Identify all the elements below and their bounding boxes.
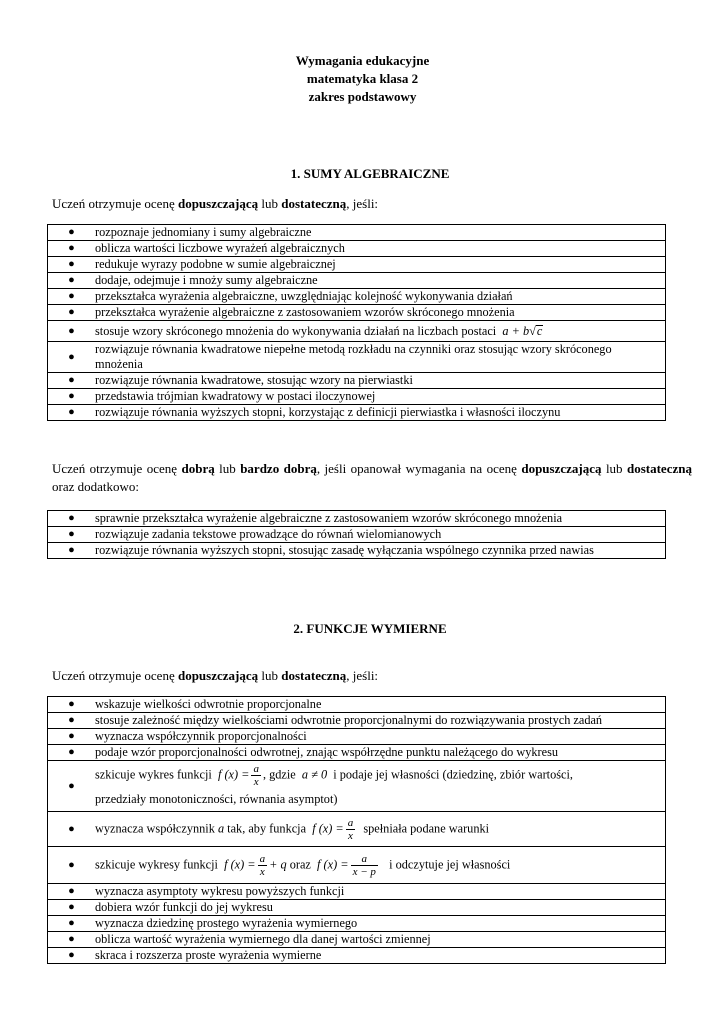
list-item: ● sprawnie przekształca wyrażenie algebraiczne z zastosowaniem wzorów skróconego mnożenia [48,511,666,527]
grade-label: dopuszczającą [177,668,259,683]
list-item: ● dodaje, odejmuje i mnoży sumy algebraiczne [48,273,666,289]
list-item: ● szkicuje wykresy funkcji f (x) = $\frac{a}{x}$ + q oraz f (x) = $\frac{a}{x - p}$ i odczytuje jej własności [48,847,666,884]
header-subject: matematyka klasa 2 [306,71,419,86]
grade-label: dostateczną [281,668,347,683]
bullet-icon: ● [68,949,75,961]
list-item: ● wyznacza współczynnik a tak, aby funkcja f (x) = $\frac{a}{x}$ spełniała podane warunki [48,812,666,847]
bullet-icon: ● [68,390,75,402]
math-fraction: $\frac{a}{x}$ [347,816,354,842]
list-item: ● szkicuje wykres funkcji f (x) = $\frac{a}{x}$ , gdzie a ≠ 0 i podaje jej własności (dziedzinę, zbiór wartości, przedziały monotoniczności, równania asymptot) [48,761,666,812]
section-2-basic-requirements [47,696,666,964]
list-item: ● rozwiązuje zadania tekstowe prowadzące do równań wielomianowych [48,527,666,543]
grade-label: dostateczną [626,461,692,476]
bullet-icon: ● [68,528,75,540]
bullet-icon: ● [68,306,75,318]
math-formula: f (x) = [312,820,344,835]
grade-label: dostateczną [281,196,347,211]
section-2-title: 2. FUNKCJE WYMIERNE [293,621,447,636]
section-1-basic-requirements [47,224,666,421]
section-1-intro: Uczeń otrzymuje ocenę dopuszczającą lub dostateczną, jeśli: [52,196,379,211]
list-item: ● przedstawia trójmian kwadratowy w postaci iloczynowej [48,389,666,405]
list-item: ● przekształca wyrażenie algebraiczne z zastosowaniem wzorów skróconego mnożenia [48,305,666,321]
list-item: ● redukuje wyrazy podobne w sumie algebraicznej [48,257,666,273]
header-title: Wymagania edukacyjne [295,53,430,68]
bullet-icon: ● [68,226,75,238]
bullet-icon: ● [68,901,75,913]
list-item: ● rozwiązuje równania kwadratowe niepełne metodą rozkładu na czynniki oraz stosując wzory skróconego mnożenia [48,342,666,373]
bullet-icon: ● [68,374,75,386]
list-item: ● rozpoznaje jednomiany i sumy algebraiczne [48,225,666,241]
math-formula: a ≠ 0 [301,766,328,781]
grade-label: dobrą [181,461,215,476]
section-1-intro-advanced: Uczeń otrzymuje ocenę dobrą lub bardzo dobrą, jeśli opanował wymagania na ocenę dopuszczającą lub dostateczną oraz dodatkowo: [52,461,692,494]
list-item: ● rozwiązuje równania wyższych stopni, korzystając z definicji pierwiastka i własności iloczynu [48,405,666,421]
math-formula: f (x) = [317,856,349,871]
bullet-icon: ● [68,779,75,792]
grade-label: dopuszczającą [177,196,259,211]
bullet-icon: ● [68,858,75,871]
bullet-icon: ● [68,324,75,337]
list-item: ● oblicza wartości liczbowe wyrażeń algebraicznych [48,241,666,257]
bullet-icon: ● [68,258,75,270]
bullet-icon: ● [68,698,75,710]
math-formula: a + b√c [502,323,543,338]
list-item: ● wyznacza asymptoty wykresu powyższych funkcji [48,884,666,900]
bullet-icon: ● [68,714,75,726]
document-header [0,52,725,106]
section-2-intro: Uczeń otrzymuje ocenę dopuszczającą lub dostateczną, jeśli: [52,668,379,683]
list-item: ● przekształca wyrażenia algebraiczne, uwzględniając kolejność wykonywania działań [48,289,666,305]
bullet-icon: ● [68,290,75,302]
bullet-icon: ● [68,933,75,945]
math-fraction: $\frac{a}{x - p}$ [352,852,376,878]
list-item: ● oblicza wartość wyrażenia wymiernego dla danej wartości zmiennej [48,932,666,948]
bullet-icon: ● [68,512,75,524]
bullet-icon: ● [68,274,75,286]
list-item: ● stosuje zależność między wielkościami odwrotnie proporcjonalnymi do rozwiązywania prostych zadań [48,713,666,729]
list-item: ● wyznacza współczynnik proporcjonalności [48,729,666,745]
list-item: ● rozwiązuje równania kwadratowe, stosując wzory na pierwiastki [48,373,666,389]
list-item: ● dobiera wzór funkcji do jej wykresu [48,900,666,916]
list-item: ● wyznacza dziedzinę prostego wyrażenia wymiernego [48,916,666,932]
grade-label: bardzo dobrą [240,461,317,476]
bullet-icon: ● [68,885,75,897]
list-item: ● rozwiązuje równania wyższych stopni, stosując zasadę wyłączania wspólnego czynnika przed nawias [48,543,666,559]
bullet-icon: ● [68,350,75,363]
math-fraction: $\frac{a}{x}$ [253,762,259,788]
math-formula: f (x) = [224,856,256,871]
section-1-advanced-requirements [47,510,666,559]
grade-label: dopuszczającą [521,461,602,476]
sqrt-icon: √ [529,323,536,338]
header-scope: zakres podstawowy [308,89,417,104]
bullet-icon: ● [68,917,75,929]
bullet-icon: ● [68,406,75,418]
list-item: ● skraca i rozszerza proste wyrażenia wymierne [48,948,666,964]
bullet-icon: ● [68,544,75,556]
bullet-icon: ● [68,746,75,758]
math-fraction: $\frac{a}{x}$ [259,852,266,878]
bullet-icon: ● [68,730,75,742]
bullet-icon: ● [68,822,75,835]
section-1-title: 1. SUMY ALGEBRAICZNE [290,166,450,181]
list-item: ● wskazuje wielkości odwrotnie proporcjonalne [48,697,666,713]
math-formula: f (x) = [217,766,250,781]
list-item: ● podaje wzór proporcjonalności odwrotnej, znając współrzędne punktu należącego do wykresu [48,745,666,761]
bullet-icon: ● [68,242,75,254]
list-item: ● stosuje wzory skróconego mnożenia do wykonywania działań na liczbach postaci a + b√c [48,321,666,342]
